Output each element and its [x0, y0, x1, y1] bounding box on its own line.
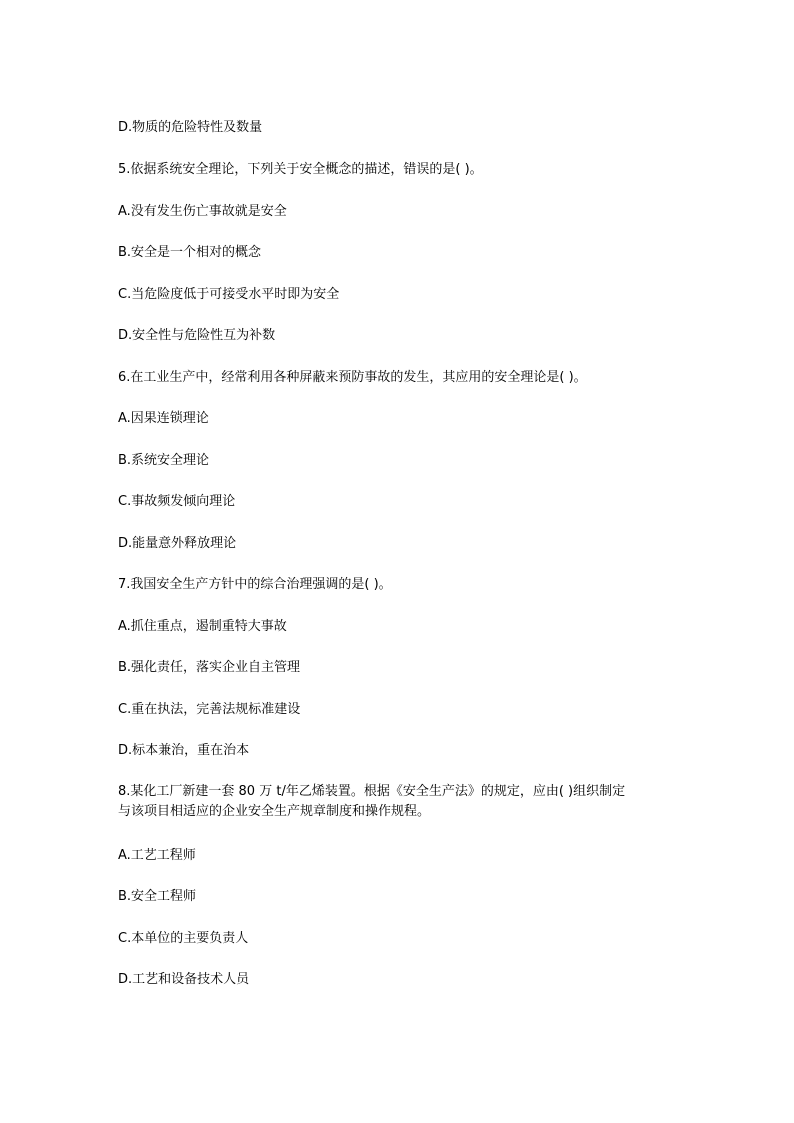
q5-option-c: C.当危险度低于可接受水平时即为安全: [118, 287, 340, 302]
q7-option-d: D.标本兼治，重在治本: [118, 743, 250, 758]
q5-option-d: D.安全性与危险性互为补数: [118, 328, 276, 343]
q5-option-b: B.安全是一个相对的概念: [118, 245, 262, 260]
q8-option-c: C.本单位的主要负责人: [118, 931, 249, 946]
q6-option-a: A.因果连锁理论: [118, 411, 209, 426]
question-8-line-1: 8.某化工厂新建一套 80 万 t/年乙烯装置。根据《安全生产法》的规定，应由( )组织制定: [118, 784, 626, 799]
q8-option-d: D.工艺和设备技术人员: [118, 972, 250, 987]
question-8: [118, 782, 684, 822]
q4-option-d: D.物质的危险特性及数量: [118, 120, 263, 135]
q8-option-b: B.安全工程师: [118, 889, 197, 904]
q6-option-c: C.事故频发倾向理论: [118, 494, 236, 509]
q7-option-a: A.抓住重点，遏制重特大事故: [118, 619, 287, 634]
q8-option-a: A.工艺工程师: [118, 848, 196, 863]
q7-option-c: C.重在执法，完善法规标准建设: [118, 702, 301, 717]
question-5: 5.依据系统安全理论，下列关于安全概念的描述，错误的是( )。: [118, 162, 483, 177]
q7-option-b: B.强化责任，落实企业自主管理: [118, 660, 301, 675]
q6-option-b: B.系统安全理论: [118, 453, 210, 468]
q5-option-a: A.没有发生伤亡事故就是安全: [118, 204, 287, 219]
question-6: 6.在工业生产中，经常利用各种屏蔽来预防事故的发生，其应用的安全理论是( )。: [118, 370, 587, 385]
q6-option-d: D.能量意外释放理论: [118, 536, 237, 551]
question-8-line-2: 与该项目相适应的企业安全生产规章制度和操作规程。: [118, 804, 431, 819]
question-7: 7.我国安全生产方针中的综合治理强调的是( )。: [118, 577, 392, 592]
